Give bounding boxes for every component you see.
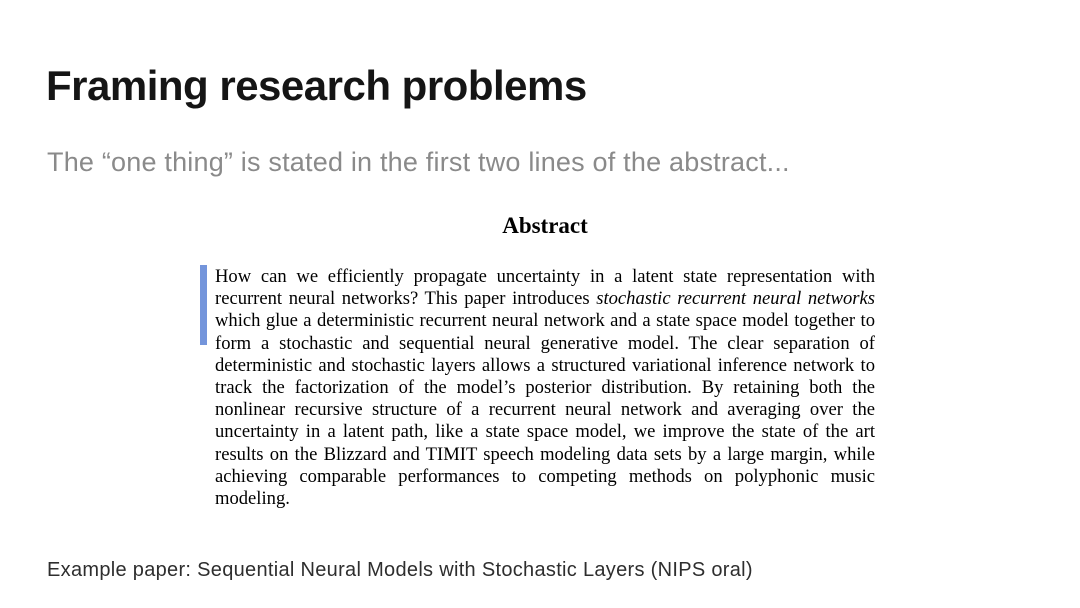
highlight-bar bbox=[200, 265, 207, 345]
slide-subtitle: The “one thing” is stated in the first two lines of the abstract... bbox=[47, 147, 790, 177]
abstract-paragraph: How can we efficiently propagate uncertainty in a latent state representation with recurrent neural networks? This paper introduces stochastic recurrent neural networks which glue a deterministic recurrent neural network and a state space model together to form a stochastic and sequential neural generative model. The clear separation of deterministic and stochastic layers allows a structured variational inference network to track the factorization of the model’s posterior distribution. By retaining both the nonlinear recursive structure of a recurrent neural network and averaging over the uncertainty in a latent path, like a state space model, we improve the state of the art results on the Blizzard and TIMIT speech modeling data sets by a large margin, while achieving comparable performances to competing methods on polyphonic music modeling. bbox=[215, 266, 876, 510]
slide-title: Framing research problems bbox=[46, 62, 587, 109]
abstract-body bbox=[215, 266, 875, 510]
example-paper-note: Example paper: Sequential Neural Models with Stochastic Layers (NIPS oral) bbox=[47, 559, 753, 581]
abstract-heading: Abstract bbox=[502, 213, 588, 238]
paper-abstract-figure bbox=[215, 212, 875, 510]
